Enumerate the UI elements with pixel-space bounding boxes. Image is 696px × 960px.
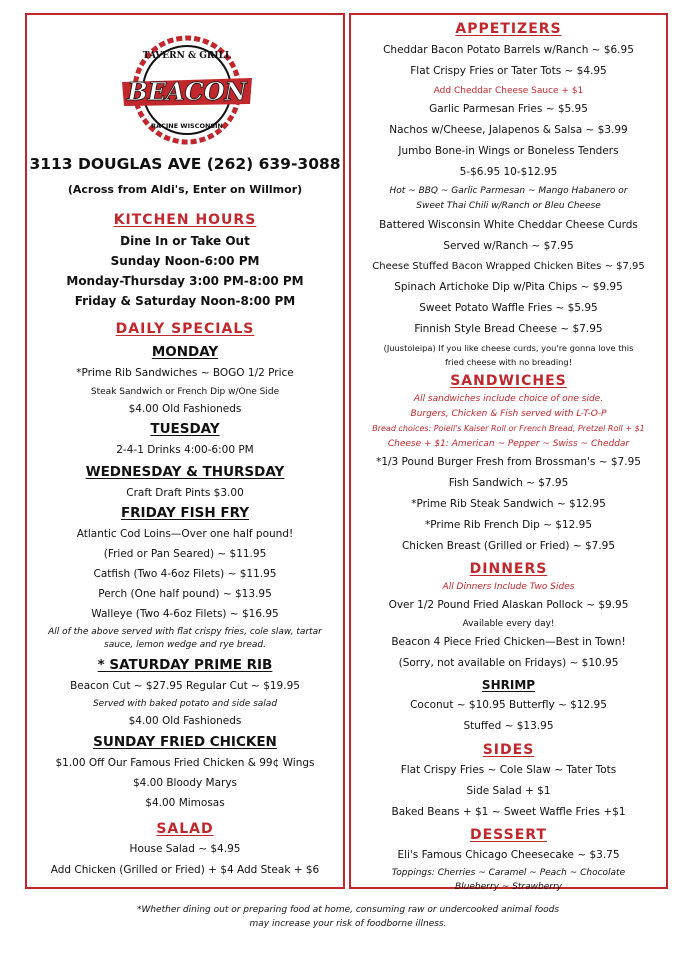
dessert-heading: DESSERT xyxy=(470,827,547,843)
monday-heading: MONDAY xyxy=(151,344,219,360)
wed-thu-heading: WEDNESDAY & THURSDAY xyxy=(85,464,285,480)
saturday-line: $4.00 Old Fashioneds xyxy=(128,715,242,727)
appetizers-heading: APPETIZERS xyxy=(455,21,562,37)
friday-heading: FRIDAY FISH FRY xyxy=(120,505,250,521)
hours-line: Sunday Noon-6:00 PM xyxy=(110,254,260,268)
sandwich-item: Chicken Breast (Grilled or Fried) ~ $7.95 xyxy=(401,540,616,552)
dinners-note: All Dinners Include Two Sides xyxy=(442,582,575,592)
sandwiches-heading: SANDWICHES xyxy=(450,373,567,389)
appetizer-note: Hot ~ BBQ ~ Garlic Parmesan ~ Mango Habanero or xyxy=(389,186,628,196)
directions: (Across from Aldi's, Enter on Willmor) xyxy=(67,183,303,196)
salad-line: House Salad ~ $4.95 xyxy=(129,843,241,855)
friday-note: sauce, lemon wedge and rye bread. xyxy=(104,640,266,650)
daily-specials-heading: DAILY SPECIALS xyxy=(115,321,255,337)
appetizer-item: Cheese Stuffed Bacon Wrapped Chicken Bites ~ $7.95 xyxy=(372,261,645,272)
dinner-item: (Sorry, not available on Fridays) ~ $10.95 xyxy=(398,657,619,669)
sunday-line: $1.00 Off Our Famous Fried Chicken & 99¢ Wings xyxy=(55,757,315,769)
appetizer-item: Battered Wisconsin White Cheddar Cheese Curds xyxy=(379,219,638,231)
side-item: Side Salad + $1 xyxy=(466,785,551,797)
appetizer-item: Finnish Style Bread Cheese ~ $7.95 xyxy=(414,323,603,335)
dessert-item: Eli's Famous Chicago Cheesecake ~ $3.75 xyxy=(397,849,620,861)
appetizer-item: Flat Crispy Fries or Tater Tots ~ $4.95 xyxy=(410,65,607,77)
svg-text:RACINE WISCONSIN: RACINE WISCONSIN xyxy=(151,122,223,130)
friday-line: Perch (One half pound) ~ $13.95 xyxy=(98,588,272,600)
sandwiches-note: Burgers, Chicken & Fish served with L-T-O-P xyxy=(410,409,607,419)
appetizer-note: fried cheese with no breading! xyxy=(444,357,573,367)
appetizer-item: 5-$6.95 10-$12.95 xyxy=(459,166,558,178)
dessert-note: Blueberry ~ Strawberry xyxy=(455,882,562,892)
saturday-note: Served with baked potato and side salad xyxy=(92,699,278,709)
right-menu-panel xyxy=(349,13,668,892)
sandwiches-note: Cheese + $1: American ~ Pepper ~ Swiss ~ Cheddar xyxy=(387,439,630,449)
friday-line: Atlantic Cod Loins—Over one half pound! xyxy=(76,528,294,540)
dinner-item: Beacon 4 Piece Fried Chicken—Best in Town! xyxy=(391,636,626,648)
sandwich-item: *Prime Rib French Dip ~ $12.95 xyxy=(425,519,592,531)
disclaimer-line: may increase your risk of foodborne illness. xyxy=(249,919,447,929)
disclaimer-line: *Whether dining out or preparing food at home, consuming raw or undercooked animal foods xyxy=(136,905,560,915)
appetizer-note: Sweet Thai Chili w/Ranch or Bleu Cheese xyxy=(416,201,601,211)
dinner-item: Coconut ~ $10.95 Butterfly ~ $12.95 xyxy=(410,699,607,711)
sunday-heading: SUNDAY FRIED CHICKEN xyxy=(93,734,277,750)
sunday-line: $4.00 Mimosas xyxy=(145,797,225,809)
hours-line: Friday & Saturday Noon-8:00 PM xyxy=(74,294,296,308)
appetizer-item: Served w/Ranch ~ $7.95 xyxy=(443,240,574,252)
monday-line: *Prime Rib Sandwiches ~ BOGO 1/2 Price xyxy=(76,367,294,379)
tuesday-line: 2-4-1 Drinks 4:00-6:00 PM xyxy=(116,444,254,456)
sandwich-item: *1/3 Pound Burger Fresh from Brossman's ~ $7.95 xyxy=(376,456,641,468)
left-menu-panel xyxy=(25,13,345,889)
appetizer-note: Add Cheddar Cheese Sauce + $1 xyxy=(433,86,584,96)
side-item: Baked Beans + $1 ~ Sweet Waffle Fries +$1 xyxy=(391,806,626,818)
hours-line: Dine In or Take Out xyxy=(120,234,250,248)
dessert-note: Toppings: Cherries ~ Caramel ~ Peach ~ Chocolate xyxy=(391,868,626,878)
sides-heading: SIDES xyxy=(482,742,535,758)
monday-line: $4.00 Old Fashioneds xyxy=(128,403,242,415)
kitchen-hours-heading: KITCHEN HOURS xyxy=(113,212,257,228)
dinners-heading: DINNERS xyxy=(469,561,548,577)
appetizer-item: Cheddar Bacon Potato Barrels w/Ranch ~ $6.95 xyxy=(383,44,634,56)
appetizer-item: Garlic Parmesan Fries ~ $5.95 xyxy=(429,103,588,115)
salad-line: Add Chicken (Grilled or Fried) + $4 Add Steak + $6 xyxy=(50,864,320,876)
side-item: Flat Crispy Fries ~ Cole Slaw ~ Tater Tots xyxy=(400,764,617,776)
friday-line: Walleye (Two 4-6oz Filets) ~ $16.95 xyxy=(91,608,279,620)
friday-line: (Fried or Pan Seared) ~ $11.95 xyxy=(103,548,267,560)
beacon-logo xyxy=(112,30,262,150)
monday-line: Steak Sandwich or French Dip w/One Side xyxy=(90,387,280,397)
sandwiches-note: Bread choices: Poiell's Kaiser Roll or French Bread, Pretzel Roll + $1 xyxy=(372,424,645,433)
svg-text:BEACON: BEACON xyxy=(127,77,247,106)
food-safety-disclaimer xyxy=(0,905,696,929)
sandwich-item: *Prime Rib Steak Sandwich ~ $12.95 xyxy=(411,498,606,510)
dinner-item: Over 1/2 Pound Fried Alaskan Pollock ~ $9.95 xyxy=(388,599,629,611)
appetizer-note: (Juustoleipa) If you like cheese curds, you're gonna love this xyxy=(383,343,634,353)
friday-line: Catfish (Two 4-6oz Filets) ~ $11.95 xyxy=(93,568,277,580)
hours-line: Monday-Thursday 3:00 PM-8:00 PM xyxy=(66,274,304,288)
salad-heading: SALAD xyxy=(156,821,214,837)
saturday-line: Beacon Cut ~ $27.95 Regular Cut ~ $19.95 xyxy=(70,680,300,692)
shrimp-heading: SHRIMP xyxy=(481,678,536,692)
address: 3113 DOUGLAS AVE (262) 639-3088 xyxy=(29,155,341,173)
appetizer-item: Jumbo Bone-in Wings or Boneless Tenders xyxy=(398,145,619,157)
sunday-line: $4.00 Bloody Marys xyxy=(132,777,238,789)
wed-thu-line: Craft Draft Pints $3.00 xyxy=(126,487,244,499)
appetizer-item: Sweet Potato Waffle Fries ~ $5.95 xyxy=(419,302,598,314)
friday-note: All of the above served with flat crispy fries, cole slaw, tartar xyxy=(48,627,322,637)
sandwich-item: Fish Sandwich ~ $7.95 xyxy=(448,477,569,489)
sandwiches-note: All sandwiches include choice of one side. xyxy=(413,394,604,404)
dinner-item: Stuffed ~ $13.95 xyxy=(463,720,554,732)
dinner-note: Available every day! xyxy=(462,619,555,629)
appetizer-item: Nachos w/Cheese, Jalapenos & Salsa ~ $3.99 xyxy=(389,124,628,136)
svg-text:TAVERN & GRILL: TAVERN & GRILL xyxy=(142,51,232,61)
saturday-heading: * SATURDAY PRIME RIB xyxy=(97,657,273,673)
tuesday-heading: TUESDAY xyxy=(150,421,220,437)
appetizer-item: Spinach Artichoke Dip w/Pita Chips ~ $9.95 xyxy=(394,281,623,293)
